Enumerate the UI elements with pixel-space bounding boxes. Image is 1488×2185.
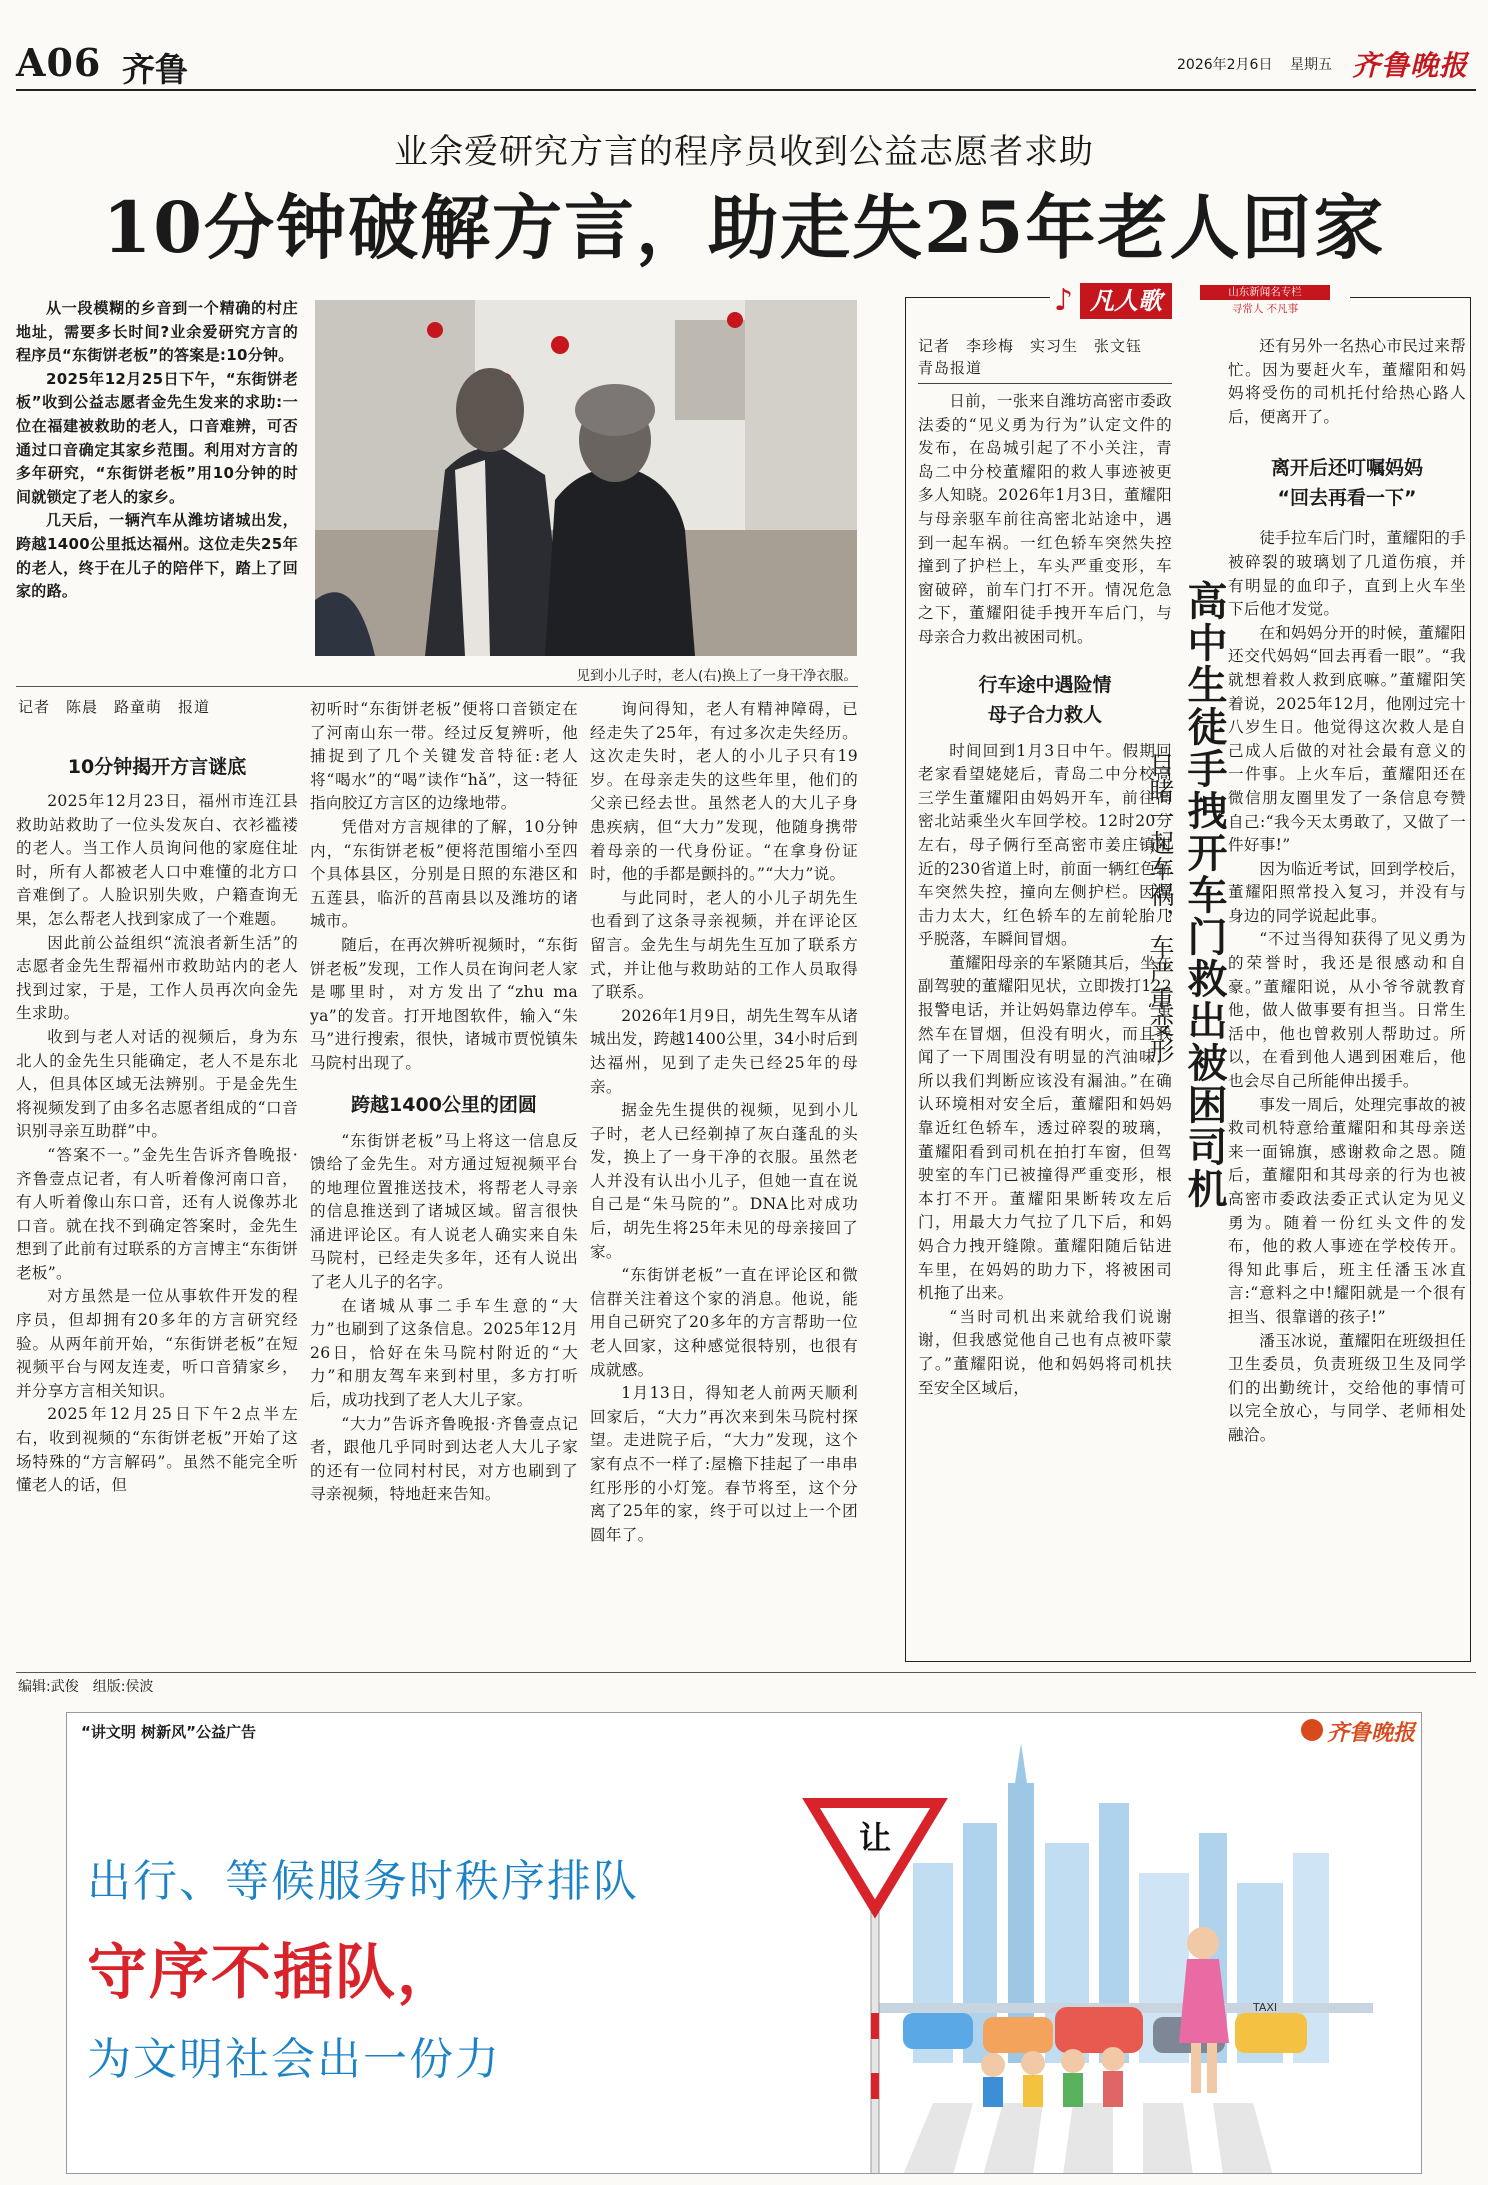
issue-weekday: 星期五 <box>1290 57 1332 73</box>
article-headline: 10分钟破解方言，助走失25年老人回家 <box>102 186 1386 269</box>
article-photo <box>315 300 857 656</box>
section-name: 齐鲁 <box>122 50 188 89</box>
subhead-reminder-line1: 离开后还叮嘱妈妈 <box>1270 457 1423 480</box>
feature-headline: 高中生徒手拽开车门救出被困司机 <box>1181 580 1228 1210</box>
feature-column-1 <box>918 335 1172 1655</box>
ad-line-3: 为文明社会出一份力 <box>87 2034 501 2085</box>
article-lead <box>16 297 298 652</box>
body-paragraph: 日前，一张来自潍坊高密市委政法委的“见义勇为行为”认定文件的发布，在岛城引起了不小关注，青岛二中分校董耀阳的救人事迹被更多人知晓。2026年1月3日，董耀阳与母亲驱车前往高密北站途中，遇到一起车祸。一红色轿车突然失控撞到了护栏上，车头严重变形，车窗破碎，前车门打不开。情况危急之下，董耀阳徒手拽开车后门，与母亲合力救出被困司机。 <box>918 392 1172 646</box>
issue-date: 2026年2月6日 <box>1177 57 1273 73</box>
body-paragraph: 随后，在再次辨听视频时，“东街饼老板”发现，工作人员在询问老人家是哪里时，对方发出了“zhu ma ya”的发音。打开地图软件，输入“朱马”进行搜索，很快，诸城市贾悦镇朱马院村出现了。 <box>310 935 578 1072</box>
column-logo: 凡人歌 <box>1080 283 1172 319</box>
photo-caption: 见到小儿子时，老人(右)换上了一身干净衣服。 <box>576 668 857 684</box>
body-paragraph: 收到与老人对话的视频后，身为东北人的金先生只能确定，老人不是东北人，但具体区域无法辨别。于是金先生将视频发到了由多名志愿者组成的“口音识别寻亲互助群”中。 <box>16 1027 298 1141</box>
photo-scene <box>315 300 857 656</box>
body-paragraph: 董耀阳母亲的车紧随其后，坐在副驾驶的董耀阳见状，立即拨打122报警电话，并让妈妈靠边停车。“虽然车在冒烟，但没有明火，而且我闻了一下周围没有明显的汽油味，所以我们判断应该没有漏油。”在确认环境相对安全后，董耀阳和妈妈靠近红色轿车，透过碎裂的玻璃，董耀阳看到司机在拍打车窗，但驾驶室的车门已被撞得严重变形，根本打不开。董耀阳果断转攻左后门，用最大力气拉了几下后，和妈妈合力拽开缝隙。董耀阳随后钻进车里，在妈妈的助力下，将被困司机拖了出来。 <box>918 953 1172 1303</box>
article-byline: 记者 陈晨 路童萌 报道 <box>18 698 211 716</box>
body-paragraph: 与此同时，老人的小儿子胡先生也看到了这条寻亲视频，并在评论区留言。金先生与胡先生互加了联系方式，并让他与救助站的工作人员取得了联系。 <box>590 888 858 1002</box>
yield-sign-text: 让 <box>858 1819 892 1857</box>
article-column-2 <box>310 698 578 1653</box>
body-paragraph: 因为临近考试，回到学校后，董耀阳照常投入复习，并没有与身边的同学说起此事。 <box>1228 859 1466 925</box>
lead-paragraph: 从一段模糊的乡音到一个精确的村庄地址，需要多长时间?业余爱研究方言的程序员“东街饼老板”的答案是:10分钟。 <box>16 299 298 365</box>
body-paragraph: 凭借对方言规律的了解，10分钟内，“东街饼老板”便将范围缩小至四个具体县区，分别是日照的东港区和五莲县，临沂的莒南县以及潍坊的诸城市。 <box>310 817 578 931</box>
body-paragraph: 时间回到1月3日中午。假期回老家看望姥姥后，青岛二中分校高三学生董耀阳由妈妈开车，前往高密北站乘坐火车回学校。12时20分左右，母子俩行至高密市姜庄镇附近的230省道上时，前面一辆红色轿车突然失控，撞向左侧护栏。因撞击力太大，红色轿车的左前轮胎几乎脱落，车瞬间冒烟。 <box>918 741 1172 949</box>
body-paragraph: 潘玉冰说，董耀阳在班级担任卫生委员，负责班级卫生及同学们的出勤统计，交给他的事情可以完全放心，与同学、老师相处融洽。 <box>1228 1331 1466 1444</box>
feature-column-3 <box>1228 335 1466 1655</box>
body-paragraph: 2025年12月23日，福州市连江县救助站救助了一位头发灰白、衣衫褴褛的老人。当工作人员询问他的家庭住址时，所有人都被老人口中难懂的北方口音难倒了。人脸识别失败，户籍查询无果，怎么帮老人找到家成了一个难题。 <box>16 792 298 928</box>
body-paragraph: 询问得知，老人有精神障碍，已经走失了25年，有过多次走失经历。这次走失时，老人的小儿子只有19岁。在母亲走失的这些年里，他们的父亲已经去世。虽然老人的大儿子身患疾病，但“大力”发现，他随身携带着母亲的一代身份证。“在拿身份证时，他的手都是颤抖的。”“大力”说。 <box>590 700 858 884</box>
column-tag-2: 寻常人 不凡事 <box>1231 303 1299 315</box>
subhead-reunion: 跨越1400公里的团圆 <box>351 1093 537 1116</box>
lead-rule <box>16 686 858 687</box>
body-paragraph: “不过当得知获得了见义勇为的荣誉时，我还是很感动和自豪。”董耀阳说，从小爷爷就教育他，做人做事要有担当。日常生活中，他也曾救别人帮助过。所以，在看到他人遇到困难后，他也会尽自己所能伸出援手。 <box>1228 930 1466 1091</box>
body-paragraph: “大力”告诉齐鲁晚报·齐鲁壹点记者，跟他几乎同时到达老人大儿子家的还有一位同村村民，对方也刷到了寻亲视频，特地赶来告知。 <box>310 1414 578 1504</box>
body-paragraph: 徒手拉车后门时，董耀阳的手被碎裂的玻璃划了几道伤痕，并有明显的血印子，直到上火车坐下后他才发觉。 <box>1228 529 1466 619</box>
ad-illustration <box>783 1713 1422 2174</box>
ad-logo: 齐鲁晚报 <box>1327 1720 1416 1746</box>
body-paragraph: 还有另外一名热心市民过来帮忙。因为要赶火车，董耀阳和妈妈将受伤的司机托付给热心路人后，便离开了。 <box>1228 337 1466 426</box>
ad-tag: “讲文明 树新风”公益广告 <box>81 1723 256 1741</box>
body-paragraph: 据金先生提供的视频，见到小儿子时，老人已经剃掉了灰白蓬乱的头发，换上了一身干净的衣服。虽然老人并没有认出小儿子，但她一直在说自己是“朱马院的”。DNA比对成功后，胡先生将25年未见的母亲接回了家。 <box>590 1101 858 1261</box>
body-paragraph: 2025年12月25日下午2点半左右，收到视频的“东街饼老板”开始了这场特殊的“方言解码”。虽然不能完全听懂老人的话，但 <box>16 1405 298 1495</box>
subhead-rescue-line1: 行车途中遇险情 <box>978 673 1112 696</box>
body-paragraph: 在和妈妈分开的时候，董耀阳还交代妈妈“回去再看一眼”。“我就想着救人救到底嘛。”董耀阳笑着说，2025年12月，他刚过完十八岁生日。他觉得这次救人是自己成人后做的对社会最有意义的一件事。上火车后，董耀阳还在微信朋友圈里发了一条信息夸赞自己:“我今天太勇敢了，又做了一件好事!” <box>1228 623 1466 855</box>
footer-rule <box>16 1672 1476 1673</box>
article-column-3 <box>590 698 858 1653</box>
masthead-rule <box>16 89 1476 91</box>
page-number: A06 <box>16 40 102 85</box>
editors-credit: 编辑:武俊 组版:侯波 <box>18 1679 154 1695</box>
article-kicker: 业余爱研究方言的程序员收到公益志愿者求助 <box>394 132 1094 172</box>
feature-subhead: 目睹一起车祸，车严重变形 <box>1146 752 1175 1064</box>
column-logo-banner <box>1050 281 1350 323</box>
body-paragraph: 在诸城从事二手车生意的“大力”也刷到了这条信息。2025年12月26日，恰好在朱马院村附近的“大力”和朋友驾车来到村里，多方打听后，成功找到了老人大儿子家。 <box>310 1296 578 1410</box>
body-paragraph: 2026年1月9日，胡先生驾车从诸城出发，跨越1400公里，34小时后到达福州，见到了走失已经25年的母亲。 <box>590 1006 858 1096</box>
body-paragraph: “东街饼老板”一直在评论区和微信群关注着这个家的消息。他说，能用自己研究了20多年的方言帮助一位老人回家，这种感觉很特别，也很有成就感。 <box>590 1266 858 1379</box>
crosswalk <box>903 2103 1273 2174</box>
subhead-decode: 10分钟揭开方言谜底 <box>67 756 247 778</box>
body-paragraph: 1月13日，得知老人前两天顺利回家后，“大力”再次来到朱马院村探望。走进院子后，“大力”发现，这个家有点不一样了:屋檐下挂起了一串串红彤彤的小灯笼。春节将至，这个分离了25年的家，终于可以过上一个团圆年了。 <box>590 1384 858 1544</box>
column-tag-1: 山东新闻名专栏 <box>1200 285 1330 300</box>
ad-line-2: 守序不插队， <box>87 1938 459 2008</box>
masthead <box>0 0 1488 95</box>
lead-paragraph: 几天后，一辆汽车从潍坊诸城出发，跨越1400公里抵达福州。这位走失25年的老人，终于在儿子的陪伴下，踏上了回家的路。 <box>16 511 298 601</box>
feature-byline-location: 青岛报道 <box>918 357 1172 384</box>
article-column-1 <box>16 752 298 1652</box>
music-note-icon: ♪ <box>1054 283 1074 318</box>
subhead-reminder-line2: “回去再看一下” <box>1277 487 1417 510</box>
body-paragraph: 因此前公益组织“流浪者新生活”的志愿者金先生帮福州市救助站内的老人找到过家，于是，工作人员再次向金先生求助。 <box>16 933 298 1023</box>
body-paragraph: “东街饼老板”马上将这一信息反馈给了金先生。对方通过短视频平台的地理位置推送技术，将帮老人寻亲的信息推送到了诸城区域。留言很快涌进评论区。有人说老人确实来自朱马院村，已经走失多年，还有人说出了老人儿子的名字。 <box>310 1131 578 1292</box>
body-paragraph: 初听时“东街饼老板”便将口音锁定在了河南山东一带。经过反复辨听，他捕捉到了几个关键发音特征:老人将“喝水”的“喝”读作“hǎ”，这一特征指向胶辽方言区的边缘地带。 <box>310 700 578 813</box>
public-ad <box>66 1712 1422 2174</box>
ad-line-1: 出行、等候服务时秩序排队 <box>87 1856 639 1907</box>
body-paragraph: 事发一周后，处理完事故的被救司机特意给董耀阳和其母亲送来一面锦旗，感谢救命之恩。随后，董耀阳和其母亲的行为也被高密市委政法委正式认定为见义勇为。随着一份红头文件的发布，他的救人事迹在学校传开。得知此事后，班主任潘玉冰直言:“意料之中!耀阳就是一个很有担当、很靠谱的孩子!” <box>1228 1095 1466 1326</box>
car-icon <box>903 2007 1307 2053</box>
subhead-rescue-line2: 母子合力救人 <box>987 703 1102 726</box>
feature-byline: 记者 李珍梅 实习生 张文钰 <box>918 337 1143 355</box>
body-paragraph: “当时司机出来就给我们说谢谢，但我感觉他自己也有点被吓蒙了。”董耀阳说，他和妈妈将司机扶至安全区域后， <box>918 1307 1172 1397</box>
lead-paragraph: 2025年12月25日下午，“东街饼老板”收到公益志愿者金先生发来的求助:一位在福建被救助的老人，口音难辨，可否通过口音确定其家乡范围。利用对方言的多年研究，“东街饼老板”用10分钟的时间就锁定了老人的家乡。 <box>16 369 298 506</box>
body-paragraph: “答案不一。”金先生告诉齐鲁晚报·齐鲁壹点记者，有人听着像河南口音，有人听着像山东口音，还有人说像苏北口音。就在找不到确定答案时，金先生想到了此前有过联系的方言博主“东街饼老板”。 <box>16 1145 298 1282</box>
paper-logo: 齐鲁晚报 <box>1352 49 1469 82</box>
taxi-sign: TAXI <box>1253 2001 1278 2014</box>
body-paragraph: 对方虽然是一位从事软件开发的程序员，但却拥有20多年的方言研究经验。从两年前开始，“东街饼老板”在短视频平台与网友连麦，听口音猜家乡，并分享方言相关知识。 <box>16 1287 298 1400</box>
